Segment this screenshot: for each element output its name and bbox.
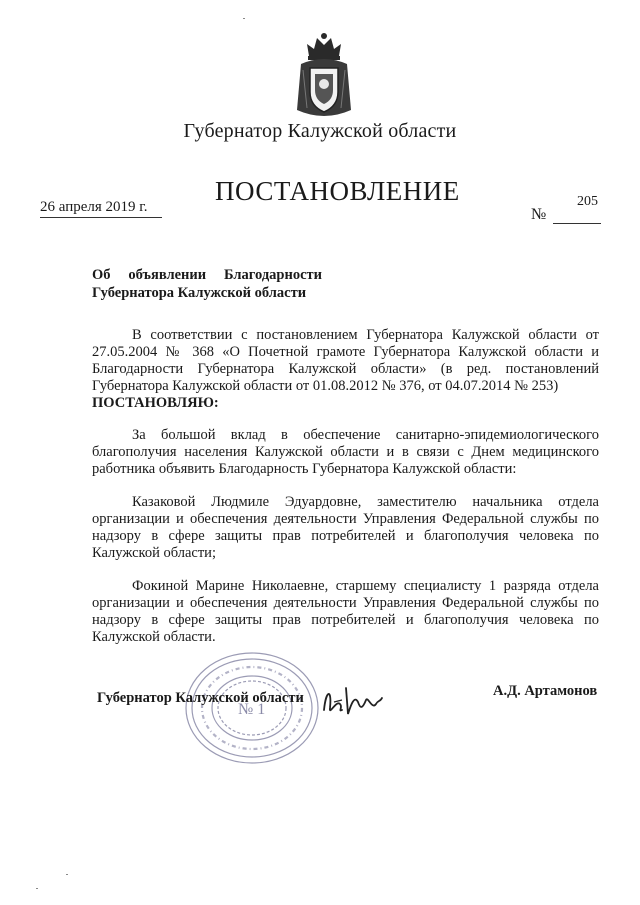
official-seal-stamp xyxy=(182,650,322,766)
scan-speck xyxy=(243,18,245,19)
document-number: 205 xyxy=(577,194,598,209)
awardee-2-text: Фокиной Марине Николаевне, старшему специалисту 1 разряда отдела организации и обеспечения деятельности Управления Федеральной службы по надзору в сфере защиты прав потребителей и благополучия человека по Калужской области. xyxy=(92,578,599,645)
document-subject xyxy=(92,266,322,302)
document-type-title: ПОСТАНОВЛЕНИЕ xyxy=(215,176,460,206)
coat-of-arms-icon xyxy=(293,30,355,122)
issuing-authority: Губернатор Калужской области xyxy=(183,120,457,142)
award-paragraph xyxy=(92,427,599,478)
preamble-paragraph xyxy=(92,327,599,412)
award-text: За большой вклад в обеспечение санитарно-эпидемиологического благополучия населения Калужской области и в связи с Днем медицинского работника объявить Благодарность Губернатора Калужской области: xyxy=(92,427,599,477)
seal-center-text: № 1 xyxy=(238,701,266,718)
subject-line-1: Об объявлении Благодарности xyxy=(92,267,322,283)
signatory-name: А.Д. Артамонов xyxy=(493,683,598,699)
subject-line-2: Губернатора Калужской области xyxy=(92,285,307,301)
document-number-underline xyxy=(553,223,601,224)
document-date: 26 апреля 2019 г. xyxy=(40,199,162,218)
handwritten-signature xyxy=(318,680,384,724)
scan-speck xyxy=(36,888,38,889)
scan-speck xyxy=(66,874,68,875)
document-number-label: № xyxy=(531,206,547,223)
signatory-title: Губернатор Калужской области xyxy=(97,690,304,706)
preamble-text: В соответствии с постановлением Губернатора Калужской области от 27.05.2004 № 368 «О Почетной грамоте Губернатора Калужской области и Благодарности Губернатора Калужской области» (в ред. постановлений Губернатора Калужской области от 01.08.2012 № 376, от 04.07.2014 № 253) xyxy=(92,327,599,394)
decree-word: ПОСТАНОВЛЯЮ: xyxy=(92,395,219,411)
awardee-2-paragraph xyxy=(92,578,599,646)
awardee-1-paragraph xyxy=(92,494,599,562)
awardee-1-text: Казаковой Людмиле Эдуардовне, заместителю начальника отдела организации и обеспечения деятельности Управления Федеральной службы по надзору в сфере защиты прав потребителей и благополучия человека по Калужской области; xyxy=(92,494,599,561)
